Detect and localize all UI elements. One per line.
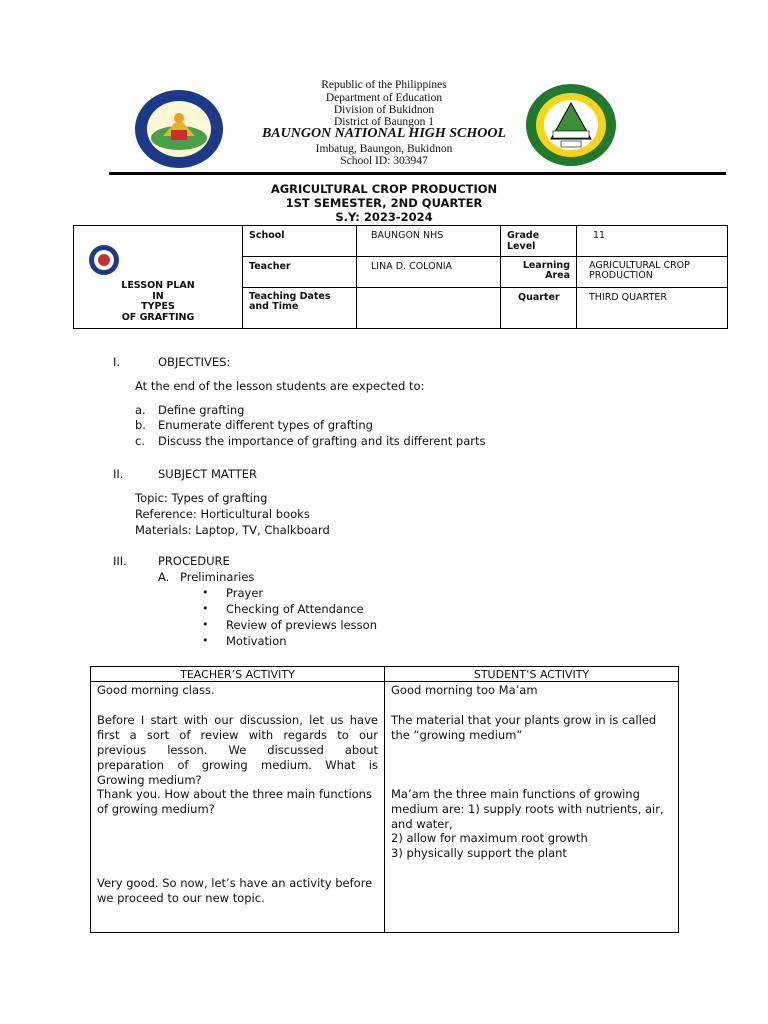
objectives-numeral: I. xyxy=(113,355,121,369)
objective-item: Discuss the importance of grafting and its different parts xyxy=(158,434,486,448)
objective-marker: c. xyxy=(135,434,145,448)
school-id: School ID: 303947 xyxy=(340,155,428,167)
student-line: Ma’am the three main functions of growing medium are: 1) supply roots with nutrients, air, and water, xyxy=(391,787,664,831)
learning-area-value: AGRICULTURAL CROP PRODUCTION xyxy=(577,257,728,288)
deped-seal-icon xyxy=(88,244,120,276)
topic-line: Topic: Types of grafting xyxy=(135,491,268,505)
header-country: Republic of the Philippines xyxy=(321,79,447,91)
quarter-value: THIRD QUARTER xyxy=(577,288,728,329)
school-address: Imbatug, Baungon, Bukidnon xyxy=(315,143,453,155)
procedure-heading: PROCEDURE xyxy=(158,554,230,568)
teacher-line: Very good. So now, let’s have an activity before we proceed to our new topic. xyxy=(97,876,373,905)
objectives-heading: OBJECTIVES: xyxy=(158,355,231,369)
objective-marker: a. xyxy=(135,403,146,417)
preliminaries-heading: Preliminaries xyxy=(180,570,255,584)
procedure-numeral: III. xyxy=(113,554,127,568)
preliminaries-marker: A. xyxy=(158,570,170,584)
teacher-activity-cell xyxy=(91,682,385,933)
title-semester: 1ST SEMESTER, 2ND QUARTER xyxy=(285,196,483,210)
learning-area-label: Learning Area xyxy=(501,257,577,288)
teacher-line: Before I start with our discussion, let us have first a sort of review with regards to our previous lesson. We discussed about preparation of growing medium. What is Growing medium? xyxy=(97,713,378,787)
header-division: Division of Bukidnon xyxy=(333,104,435,116)
header-district: District of Baungon 1 xyxy=(334,116,434,128)
teacher-line: Thank you. How about the three main functions of growing medium? xyxy=(97,787,372,816)
student-activity-header: STUDENT’S ACTIVITY xyxy=(385,667,679,682)
objectives-intro: At the end of the lesson students are expected to: xyxy=(135,379,425,393)
bullet-icon: • xyxy=(202,618,209,631)
objective-item: Define grafting xyxy=(158,403,245,417)
lesson-info-table xyxy=(73,225,727,329)
teacher-value: LINA D. COLONIA xyxy=(357,257,501,288)
student-line: 2) allow for maximum root growth xyxy=(391,831,588,845)
teaching-dates-label: Teaching Dates and Time xyxy=(243,288,357,329)
student-line: Good morning too Ma’am xyxy=(391,683,538,697)
bullet-icon: • xyxy=(202,634,209,647)
bullet-icon: • xyxy=(202,602,209,615)
preliminary-item: Review of previews lesson xyxy=(226,618,377,632)
grade-level-label: Grade Level xyxy=(501,226,577,257)
teacher-label: Teacher xyxy=(243,257,357,288)
school-name: BAUNGON NATIONAL HIGH SCHOOL xyxy=(261,126,507,141)
title-school-year: S.Y: 2023-2024 xyxy=(335,210,433,224)
student-activity-cell xyxy=(385,682,679,933)
activity-table xyxy=(90,666,678,933)
materials-line: Materials: Laptop, TV, Chalkboard xyxy=(135,523,330,537)
student-line: 3) physically support the plant xyxy=(391,846,567,860)
objective-marker: b. xyxy=(135,418,146,432)
subject-matter-numeral: II. xyxy=(113,467,124,481)
reference-line: Reference: Horticultural books xyxy=(135,507,310,521)
subject-matter-heading: SUBJECT MATTER xyxy=(158,467,257,481)
lesson-plan-cell xyxy=(74,226,243,329)
objective-item: Enumerate different types of grafting xyxy=(158,418,373,432)
school-label: School xyxy=(243,226,357,257)
teacher-line: Good morning class. xyxy=(97,683,215,697)
teacher-activity-header: TEACHER’S ACTIVITY xyxy=(91,667,385,682)
preliminary-item: Motivation xyxy=(226,634,287,648)
quarter-label: Quarter xyxy=(501,288,577,329)
grade-level-value: 11 xyxy=(577,226,728,257)
header-department: Department of Education xyxy=(325,92,443,104)
preliminary-item: Prayer xyxy=(226,586,264,600)
school-value: BAUNGON NHS xyxy=(357,226,501,257)
header-divider xyxy=(109,172,726,175)
title-subject: AGRICULTURAL CROP PRODUCTION xyxy=(270,182,498,196)
lesson-plan-title: LESSON PLAN IN TYPES OF GRAFTING xyxy=(121,280,195,323)
preliminary-item: Checking of Attendance xyxy=(226,602,364,616)
student-line: The material that your plants grow in is called the “growing medium” xyxy=(391,713,657,742)
bullet-icon: • xyxy=(202,586,209,599)
teaching-dates-value xyxy=(357,288,501,329)
